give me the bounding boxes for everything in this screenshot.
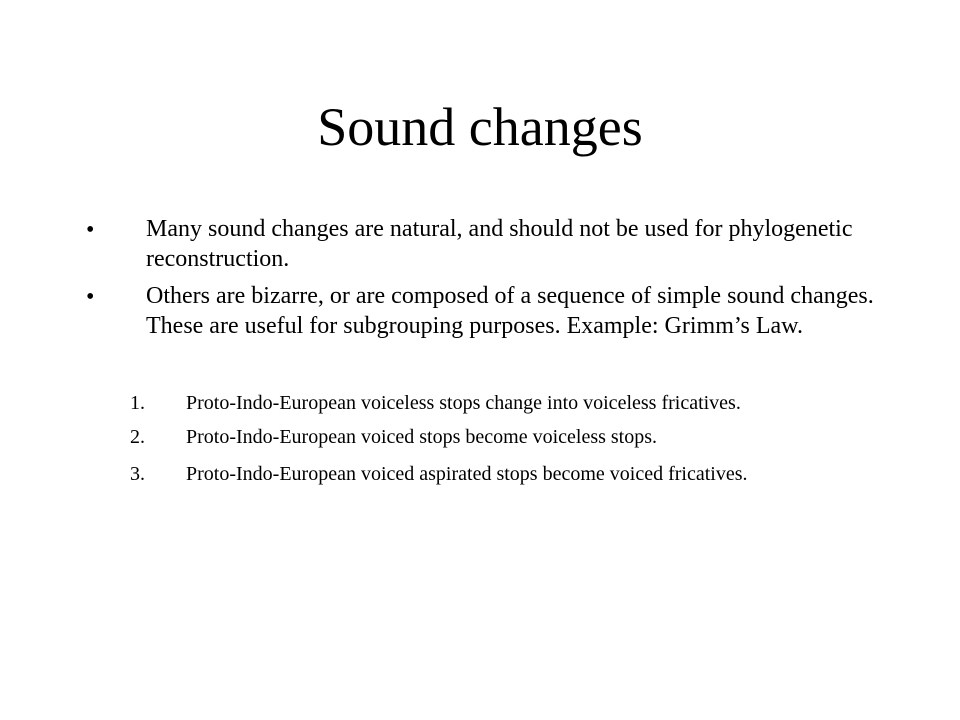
bullet-marker: • [86, 284, 95, 310]
bullet-item [0, 214, 960, 274]
item-number: 3. [130, 463, 145, 485]
bullet-text: Others are bizarre, or are composed of a sequence of simple sound changes. These are useful for subgrouping purposes. Example: Grimm’s Law. [146, 283, 874, 339]
item-text: Proto-Indo-European voiceless stops change into voiceless fricatives. [186, 392, 741, 414]
bullet-marker: • [86, 217, 95, 243]
numbered-item [0, 424, 960, 454]
numbered-item [0, 390, 960, 420]
bullet-item [0, 281, 960, 341]
item-number: 1. [130, 392, 145, 414]
bullet-list [0, 214, 960, 348]
numbered-item [0, 461, 960, 491]
item-number: 2. [130, 426, 145, 448]
item-text: Proto-Indo-European voiced stops become voiceless stops. [186, 426, 658, 448]
bullet-text: Many sound changes are natural, and should not be used for phylogenetic reconstruction. [146, 216, 853, 272]
slide-title: Sound changes [317, 97, 643, 157]
item-text: Proto-Indo-European voiced aspirated stops become voiced fricatives. [186, 463, 748, 485]
